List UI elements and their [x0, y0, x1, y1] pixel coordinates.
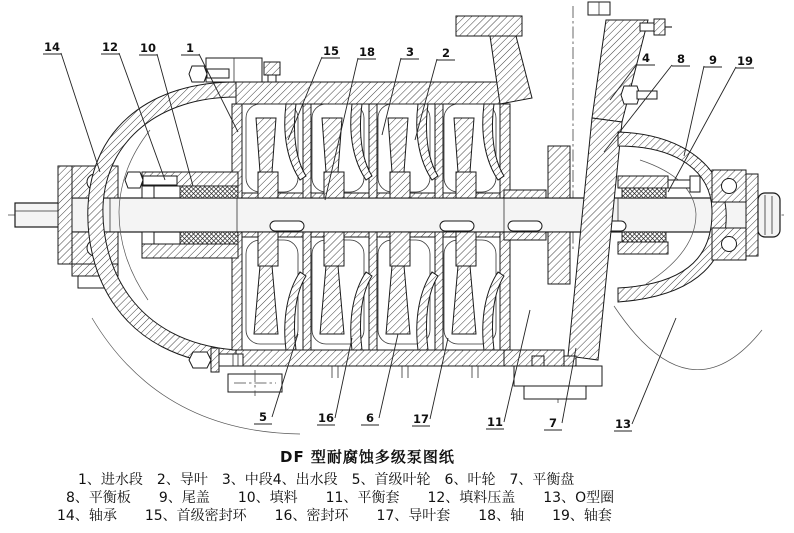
- right-foot-block: [514, 366, 602, 386]
- mid-section-wall: [303, 104, 311, 198]
- callout-number-6: 6: [365, 411, 375, 425]
- tail-gland-bolt-nut: [690, 176, 700, 192]
- bearing-end-cap: [746, 174, 758, 256]
- foot-stud: [532, 356, 544, 366]
- mid-section-wall: [435, 104, 443, 198]
- bearing-ball-top: [722, 179, 737, 194]
- callout-leader-10: [157, 54, 193, 186]
- impeller-hub-bottom: [258, 232, 278, 266]
- keyway-slot: [440, 221, 474, 231]
- outlet-front-wall-bottom: [500, 232, 510, 350]
- callout-number-1: 1: [185, 41, 195, 55]
- flange-bolt-nut: [654, 19, 665, 35]
- dome-bolt-head: [189, 66, 207, 82]
- casing-bottom-band: [236, 350, 504, 366]
- packing-top: [180, 186, 238, 198]
- callout-number-2: 2: [441, 46, 451, 60]
- callout-leader-9: [684, 66, 704, 156]
- callout-leader-12: [119, 53, 165, 180]
- impeller-blade-top: [256, 118, 276, 172]
- drawing-title: DF 型耐腐蚀多级泵图纸: [280, 448, 455, 466]
- gland-bolt-shank: [143, 176, 177, 185]
- keyway-slot: [270, 221, 304, 231]
- impeller-hub-top: [258, 172, 278, 198]
- mid-section-wall: [435, 232, 443, 350]
- tail-packing-bottom: [622, 232, 666, 242]
- right-construction-arc: [614, 306, 762, 370]
- balance-disc-bottom: [548, 232, 570, 284]
- callout-number-10: 10: [139, 41, 157, 55]
- tie-bolt-washer: [211, 348, 219, 372]
- mid-section-wall: [303, 232, 311, 350]
- tail-hub-top: [618, 176, 668, 188]
- callout-number-11: 11: [486, 415, 504, 429]
- parts-legend: [0, 471, 794, 525]
- callout-number-15: 15: [322, 44, 340, 58]
- flange-bolt-shank: [640, 23, 654, 31]
- callout-number-8: 8: [676, 52, 686, 66]
- callout-number-13: 13: [614, 417, 632, 431]
- legend-line-2: 8、平衡板 9、尾盖 10、填料 11、平衡套 12、填料压盖 13、O型圈: [66, 490, 615, 506]
- mid-section-wall: [369, 232, 377, 350]
- callout-number-5: 5: [258, 410, 268, 424]
- right-foot-step: [524, 386, 586, 399]
- outlet-section-wall: [568, 118, 622, 360]
- balance-sleeve-top: [504, 190, 546, 198]
- balance-sleeve-bottom: [504, 232, 546, 240]
- callout-number-16: 16: [317, 411, 335, 425]
- keyway-slot: [508, 221, 542, 231]
- tie-rod-stubs: [332, 366, 478, 378]
- callout-number-18: 18: [358, 45, 376, 59]
- gland-hub-bottom: [142, 244, 238, 258]
- callout-number-19: 19: [736, 54, 754, 68]
- tail-packing-top: [622, 188, 666, 198]
- tie-stud-nut: [264, 62, 280, 75]
- tail-hub-bottom: [618, 242, 668, 254]
- callout-number-17: 17: [412, 412, 430, 426]
- packing-bottom: [180, 232, 238, 244]
- discharge-flange-left: [456, 16, 522, 36]
- callout-number-12: 12: [101, 40, 119, 54]
- callout-number-9: 9: [708, 53, 718, 67]
- legend-line-3: 14、轴承 15、首级密封环 16、密封环 17、导叶套 18、轴 19、轴套: [57, 508, 612, 524]
- callout-number-3: 3: [405, 45, 415, 59]
- callout-leader-13: [632, 318, 676, 424]
- shaft-end-nut: [758, 193, 780, 237]
- shaft: [15, 193, 760, 237]
- casing-top-band: [236, 82, 504, 104]
- impeller-blade-bottom: [254, 266, 278, 334]
- gland-bolt-head: [125, 172, 143, 188]
- tie-bolt-shank: [219, 354, 243, 366]
- outlet-front-wall-top: [500, 104, 510, 198]
- balance-disc-top: [548, 146, 570, 198]
- callout-leader-6: [379, 334, 398, 418]
- callout-number-14: 14: [43, 40, 61, 54]
- gland-plate-bottom: [142, 232, 154, 244]
- legend-line-1: 1、进水段 2、导叶 3、中段4、出水段 5、首级叶轮 6、叶轮 7、平衡盘: [78, 472, 575, 488]
- callout-number-4: 4: [641, 51, 651, 65]
- gland-plate-top: [142, 186, 154, 198]
- tie-bolt-head: [189, 352, 211, 368]
- mid-section-wall: [369, 104, 377, 198]
- shaft-body: [68, 198, 760, 232]
- bearing-ball-bottom: [722, 237, 737, 252]
- callout-leader-14: [61, 53, 100, 172]
- bearing-cap-plate: [58, 166, 72, 264]
- outlet-flange-bolt-stud: [637, 91, 657, 99]
- callout-number-7: 7: [548, 416, 558, 430]
